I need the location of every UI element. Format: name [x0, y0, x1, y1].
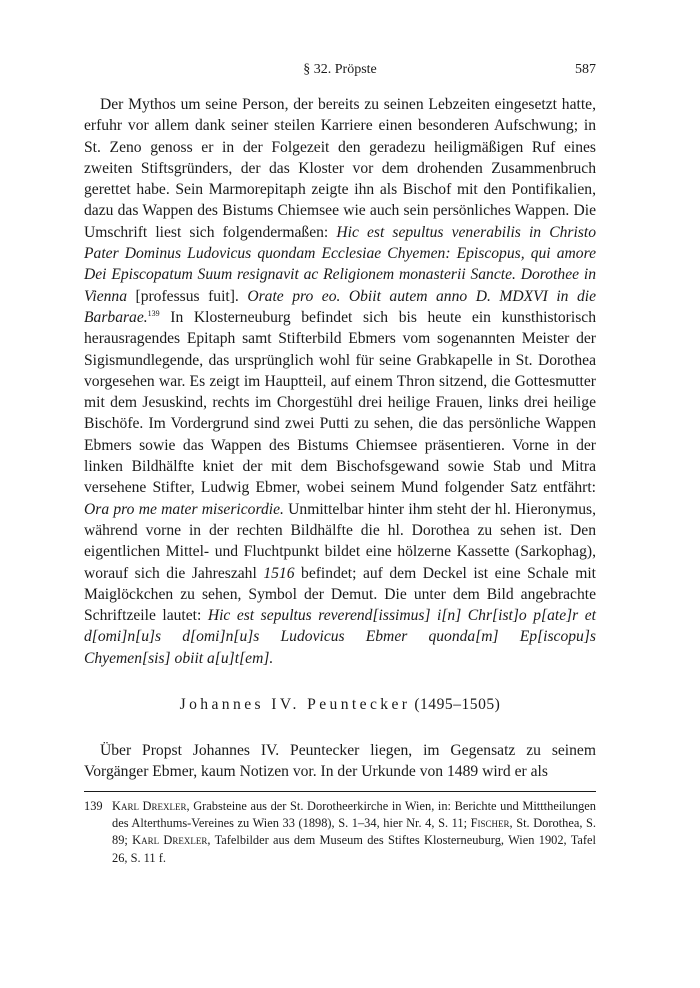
footnote-citation: , Tafelbilder aus dem Museum des Stiftes Klosterneuburg, Wien 1902, Tafel 26, S. 11 f. [112, 833, 596, 865]
footnote-author: Karl Drexler [112, 799, 187, 813]
footnote-text [112, 798, 596, 867]
section-heading [84, 696, 596, 714]
footnote-citation: , Grabsteine aus der St. Dorotheerkirche in Wien, in: Berichte und Mitttheilungen des Alterthums-Vereines zu Wien 33 (1898), S. 1–34, hier Nr. 4, S. 11; [112, 799, 596, 831]
editorial-bracket: [professus fuit]. [127, 287, 248, 305]
inscription-panel: Hic est sepultus reverend[issimus] i[n] Chr[ist]o p[ate]r et d[omi]n[u]s d[omi]n[u]s Ludovicus Ebmer quonda[m] Ep[iscopu]s Chyemen[sis] obiit a[u]t[em]. [84, 607, 596, 667]
paragraph-body: In Klosterneuburg befindet sich bis heute ein kunsthistorisch herausragendes Epitaph samt Stifterbild Ebmers vom sogenannten Meister der Sigismundlegende, das ursprünglich wohl für seine Grabkapelle in St. Dorothea vorgesehen war. Es zeigt im Hauptteil, auf einem Thron sitzend, die Gottesmutter mit dem Jesuskind, rechts im Chorgestühl drei heilige Frauen, links drei heilige Bischöfe. Im Vordergrund sind zwei Putti zu sehen, die das persönliche Wappen Ebmers sowie das Wappen des Bistums Chiemsee präsentieren. Vorne in der linken Bildhälfte kniet der mit dem Bischofsgewand sowie Stab und Mitra versehene Stifter, Ludwig Ebmer, wobei seinem Mund folgender Satz entfährt: [84, 308, 596, 497]
inscription-marble-epitaph: Hic est sepultus venerabilis in Christo Pater Dominus Ludovicus quondam Ecclesiae Chyemen: Episcopus, qui amore Dei Episcopatum Suum resignavit ac Religionem monasterii Sancte. Dorothee in Vienna [84, 223, 596, 305]
footnote-divider [84, 791, 596, 792]
footnote-author: Karl Drexler [132, 833, 208, 848]
main-text [84, 94, 596, 669]
running-head [84, 62, 596, 82]
footnote-139 [84, 798, 596, 867]
paragraph-body-end: befindet; auf dem Deckel ist eine Schale mit Maiglöckchen zu sehen, Symbol der Demut. Die unter dem Bild angebrachte Schriftzeile lautet: [84, 564, 596, 625]
quote-ora-pro-me: Ora pro me mater misericordie. [84, 500, 284, 518]
running-head-section: § 32. Pröpste [303, 62, 377, 77]
paragraph-body-continued: Unmittelbar hinter ihm steht der hl. Hieronymus, während vorne in der rechten Bildhälfte die hl. Dorothea zu sehen ist. Den eigentlichen Mittel- und Fluchtpunkt bildet eine hölzerne Kassette (Sarkophag), worauf sich die Jahreszahl [84, 500, 596, 582]
paragraph-peuntecker-text: Über Propst Johannes IV. Peuntecker liegen, im Gegensatz zu seinem Vorgänger Ebmer, kaum Notizen vor. In der Urkunde von 1489 wird er als [84, 742, 596, 781]
year-1516: 1516 [263, 564, 295, 582]
heading-years: (1495–1505) [414, 696, 501, 713]
footnote-reference: 139 [147, 308, 160, 318]
paragraph-peuntecker [84, 740, 596, 783]
footnote-citation: , St. Dorothea, S. 89; [112, 816, 596, 848]
heading-name: Johannes IV. Peuntecker [179, 696, 411, 713]
inscription-closing: Orate pro eo. Obiit autem anno D. MDXVI in die Barbarae. [84, 287, 596, 326]
page-number: 587 [575, 62, 596, 77]
footnote-number: 139 [84, 799, 103, 813]
footnote-author: Fischer [470, 816, 510, 831]
paragraph-epitaph [84, 94, 596, 669]
paragraph-intro: Der Mythos um seine Person, der bereits zu seinen Lebzeiten eingesetzt hatte, erfuhr vor allem dank seiner steilen Karriere einen besonderen Aufschwung; in St. Zeno genoss er in der Folgezeit den geradezu heiligmäßigen Ruf eines zweiten Stiftsgründers, der das Kloster vor dem drohenden Zusammenbruch gerettet habe. Sein Marmorepitaph zeigte ihn als Bischof mit den Pontifikalien, dazu das Wappen des Bistums Chiemsee wie auch sein persönliches Wappen. Die Umschrift liest sich folgendermaßen: [84, 96, 596, 241]
